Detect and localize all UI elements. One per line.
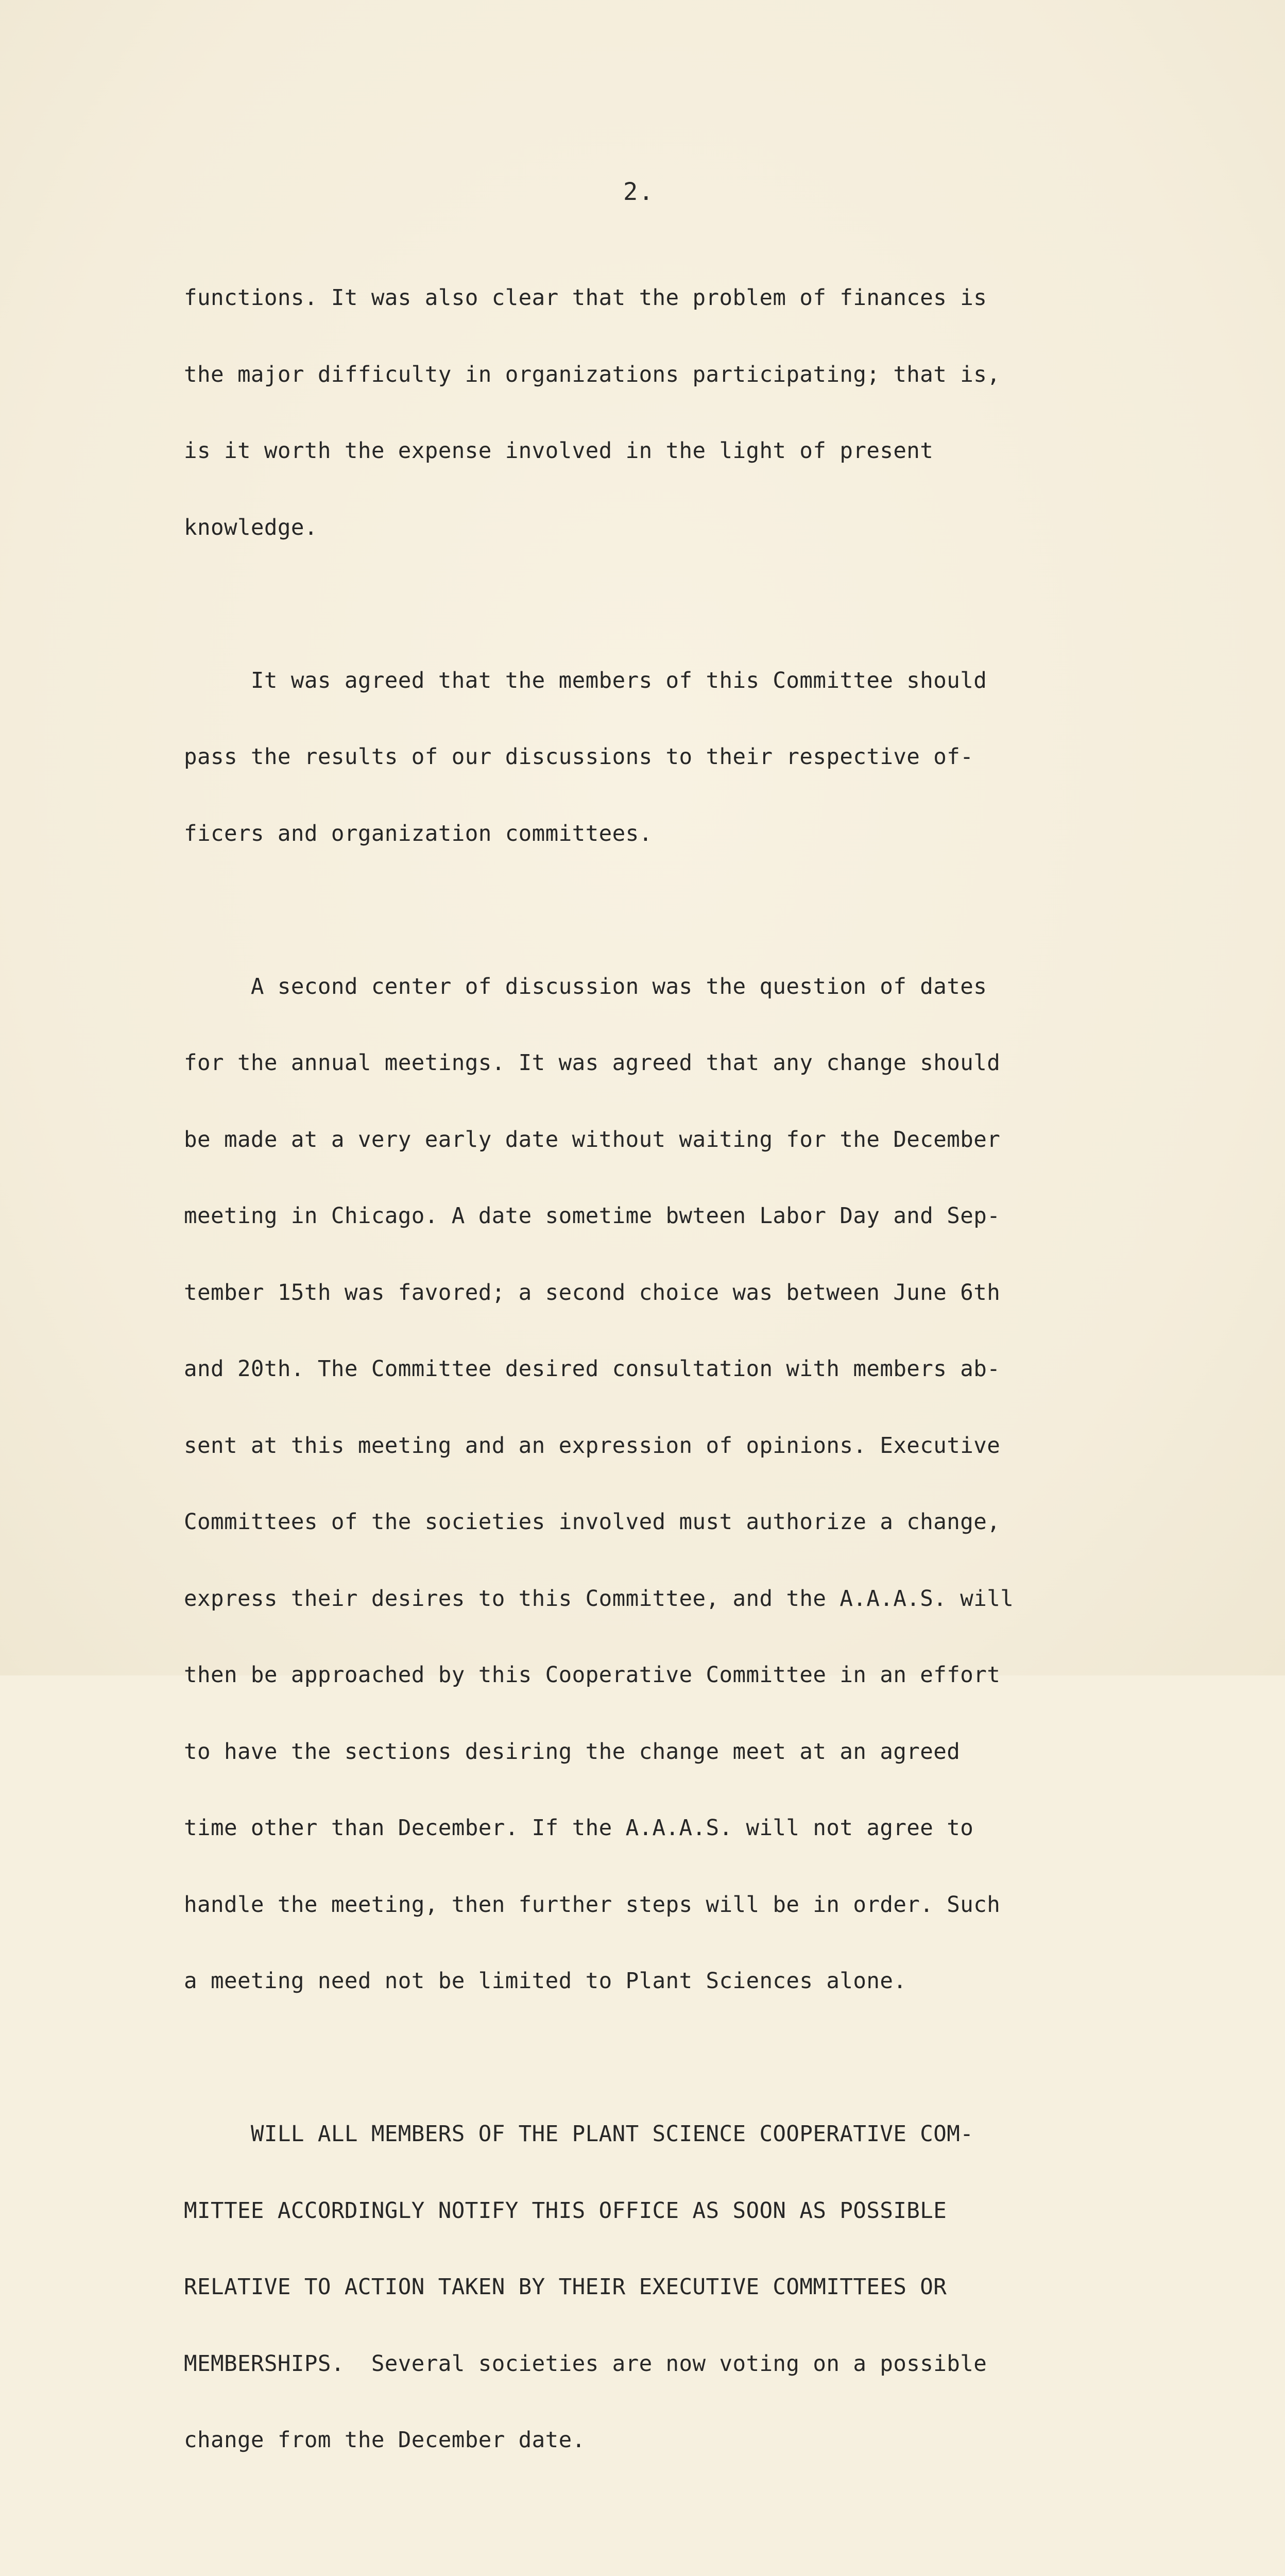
text-line: functions. It was also clear that the problem of finances is	[184, 285, 987, 311]
text-line: the major difficulty in organizations participating; that is,	[184, 362, 1001, 387]
paragraph-meeting-dates	[184, 923, 1142, 2045]
text-line: Committees of the societies involved must authorize a change,	[184, 1510, 1001, 1535]
document-body	[184, 234, 1142, 2576]
text-line: be made at a very early date without waiting for the December	[184, 1127, 1001, 1153]
text-line: time other than December. If the A.A.A.S. will not agree to	[184, 1816, 974, 1841]
text-line: WILL ALL MEMBERS OF THE PLANT SCIENCE COOPERATIVE COM-	[184, 2122, 974, 2147]
paragraph-agreement	[184, 617, 1142, 898]
text-line: to have the sections desiring the change meet at an agreed	[184, 1739, 961, 1765]
paragraph-dinner-suggestion	[184, 2530, 1142, 2576]
text-line: A second center of discussion was the question of dates	[184, 974, 987, 999]
page-number: 2.	[623, 178, 655, 206]
text-line: is it worth the expense involved in the light of present	[184, 438, 934, 464]
text-line: a meeting need not be limited to Plant Sciences alone.	[184, 1969, 907, 1994]
text-line: then be approached by this Cooperative Committee in an effort	[184, 1663, 1001, 1688]
paragraph-notification-request	[184, 2071, 1142, 2504]
text-line: handle the meeting, then further steps will be in order. Such	[184, 1892, 1001, 1918]
text-line: It was agreed that the members of this Committee should	[184, 668, 987, 693]
text-line: pass the results of our discussions to their respective of-	[184, 744, 974, 770]
text-line: MEMBERSHIPS. Several societies are now voting on a possible	[184, 2351, 987, 2377]
text-line: express their desires to this Committee, and the A.A.A.S. will	[184, 1586, 1014, 1612]
paragraph-finances	[184, 234, 1142, 591]
text-line: MITTEE ACCORDINGLY NOTIFY THIS OFFICE AS SOON AS POSSIBLE	[184, 2198, 947, 2224]
text-line: knowledge.	[184, 515, 318, 540]
text-line: tember 15th was favored; a second choice was between June 6th	[184, 1280, 1001, 1306]
text-line: sent at this meeting and an expression of opinions. Executive	[184, 1433, 1001, 1459]
text-line: RELATIVE TO ACTION TAKEN BY THEIR EXECUTIVE COMMITTEES OR	[184, 2275, 947, 2300]
text-line: for the annual meetings. It was agreed that any change should	[184, 1050, 1001, 1076]
text-line: and 20th. The Committee desired consultation with members ab-	[184, 1357, 1001, 1382]
text-line: ficers and organization committees.	[184, 821, 653, 846]
text-line: change from the December date.	[184, 2428, 586, 2453]
text-line: meeting in Chicago. A date sometime bwteen Labor Day and Sep-	[184, 1204, 1001, 1229]
